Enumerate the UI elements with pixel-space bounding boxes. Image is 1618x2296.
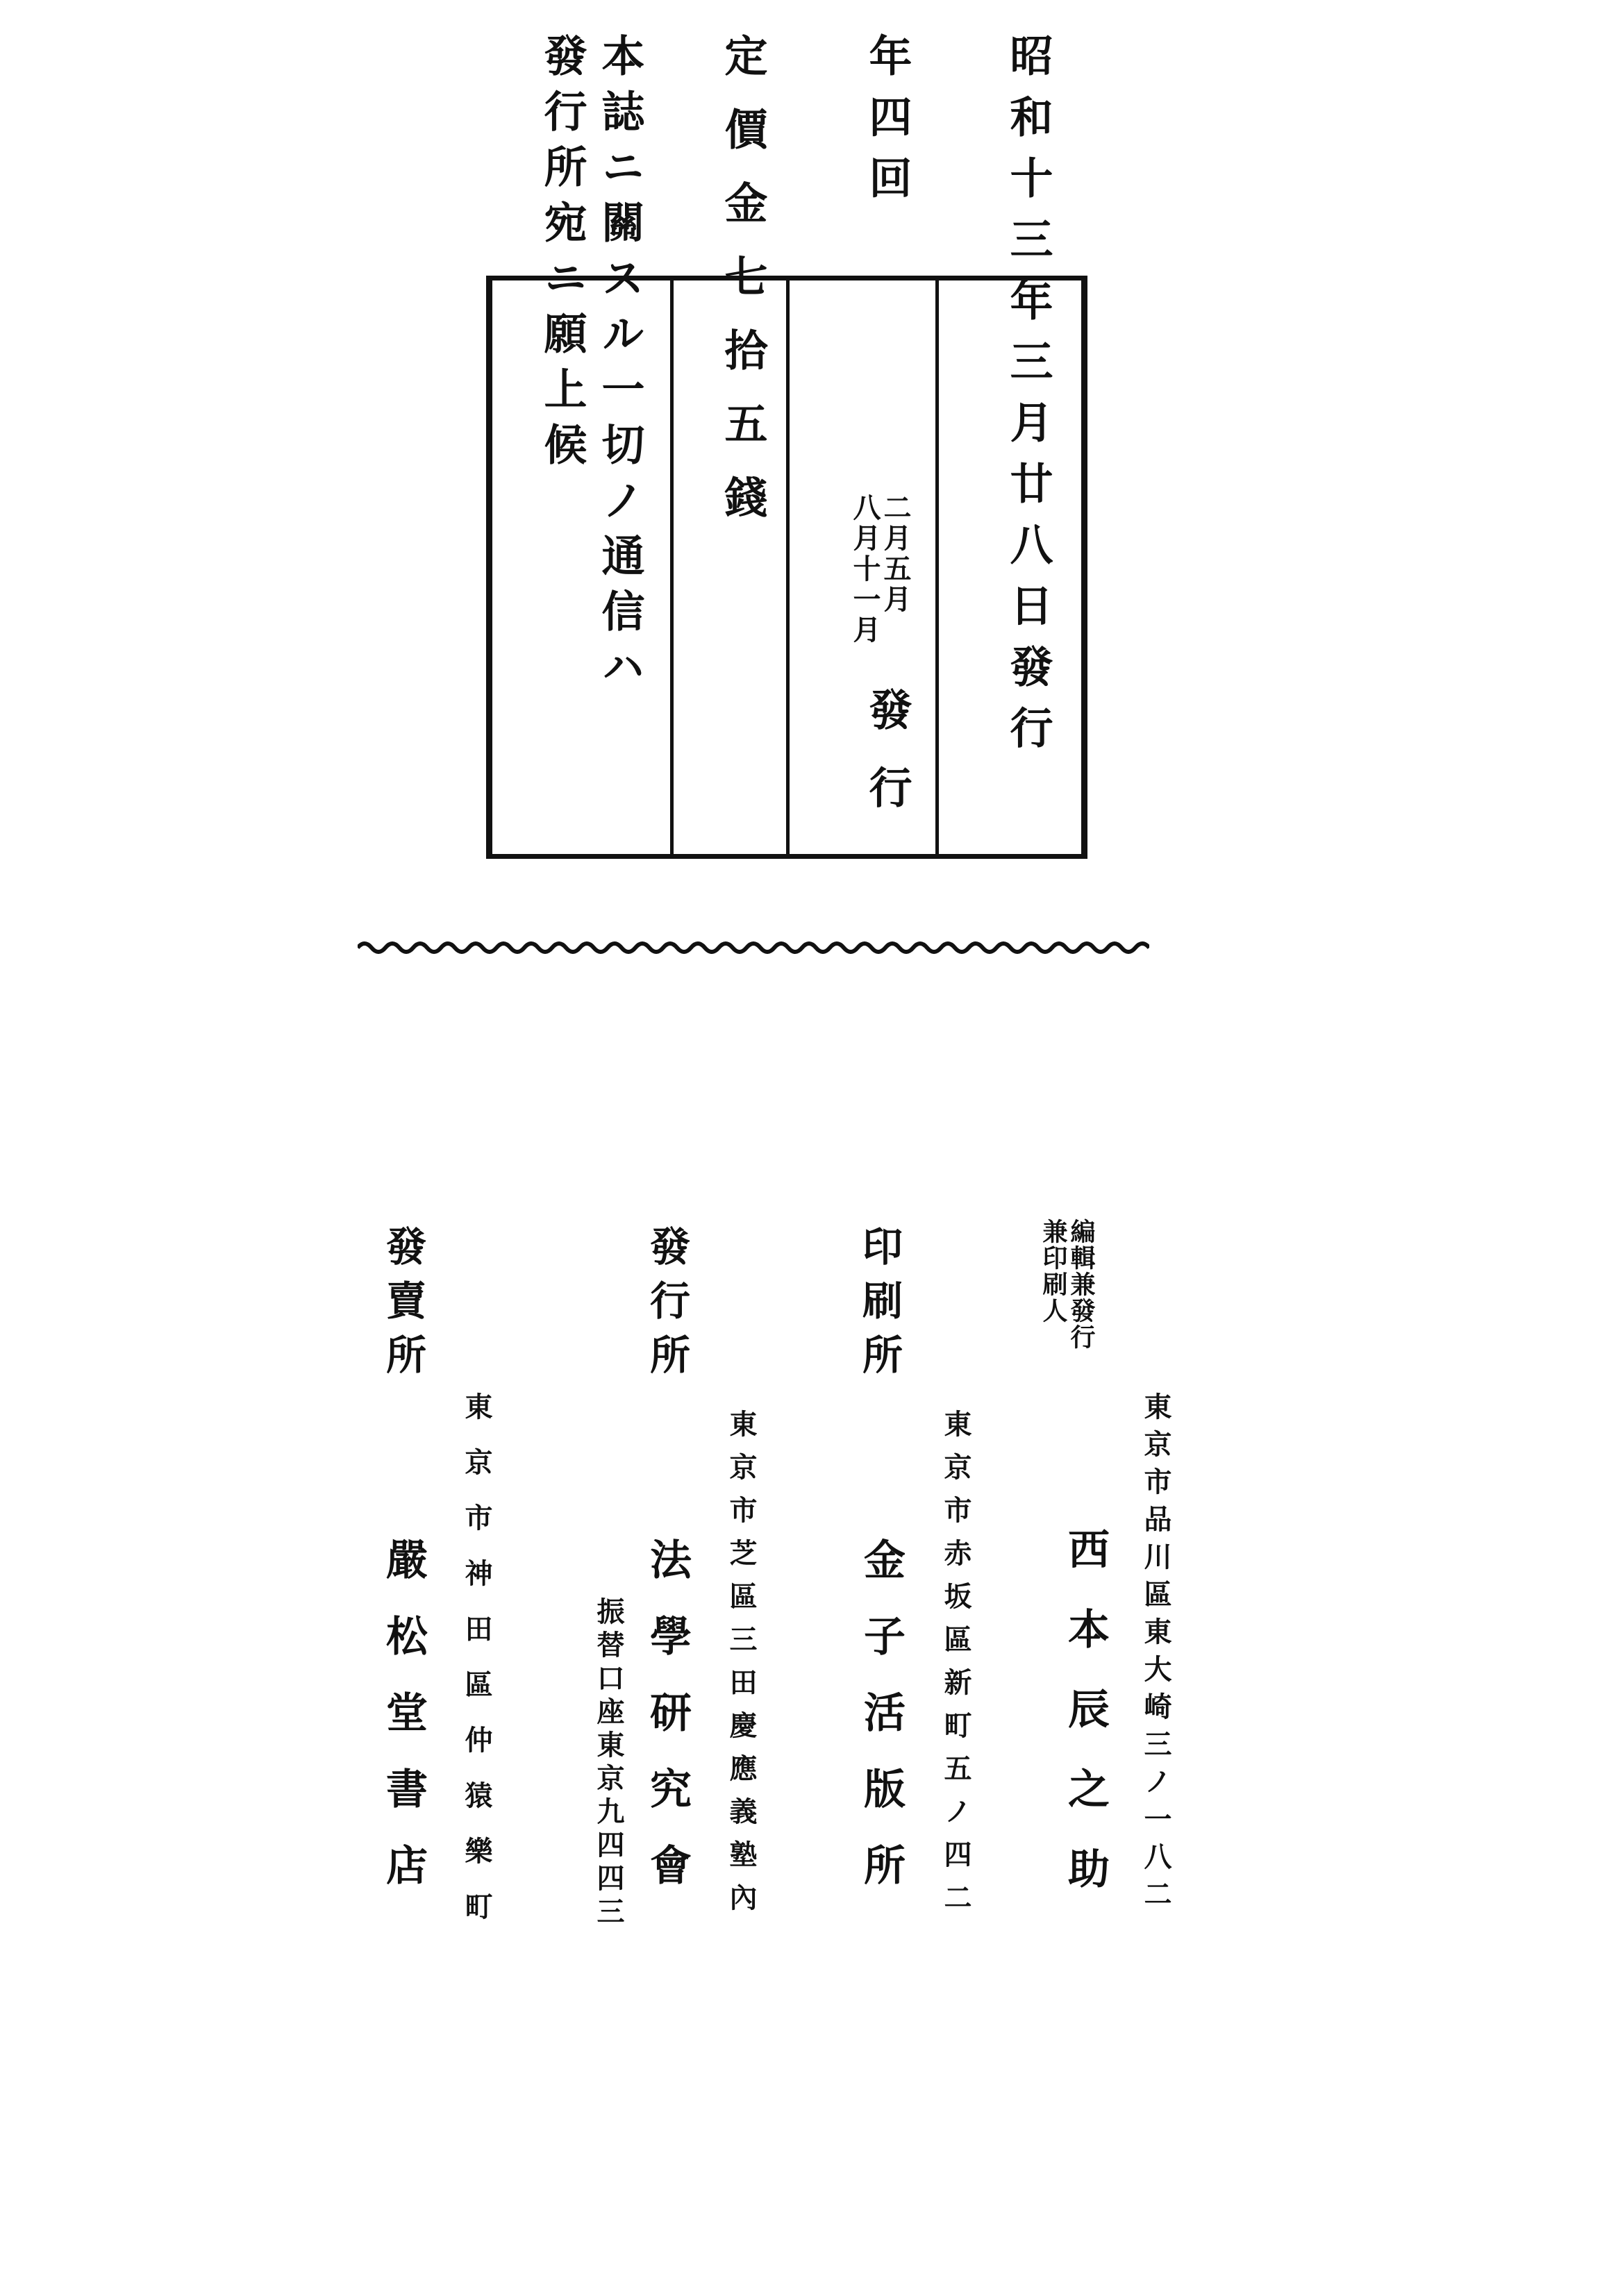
frequency-head: 年四回: [862, 33, 912, 217]
issue-date: 昭和十三年三月廿八日發行: [1003, 33, 1053, 766]
distributor-role: 發賣所: [379, 1225, 426, 1388]
frequency-tail: 發行: [862, 687, 912, 843]
wavy-separator: [358, 937, 1149, 958]
printer-address: 東京市赤坂區新町五ノ四二: [940, 1409, 972, 1926]
frequency-months-line1: 二月五月: [879, 493, 912, 615]
notice-line1: 本誌ニ關スル一切ノ通信ハ: [594, 33, 645, 700]
publisher-address: 東京市芝區三田慶應義塾內: [725, 1409, 758, 1926]
printer-role: 印刷所: [856, 1225, 903, 1388]
column-divider: [935, 280, 939, 854]
column-divider: [786, 280, 790, 854]
printer-name: 金子活版所: [857, 1538, 906, 1920]
column-divider: [670, 280, 674, 854]
distributor-address: 東京市神田區仲猿樂町: [460, 1392, 493, 1947]
publisher-role: 發行所: [643, 1225, 690, 1388]
editor-address: 東京市品川區東大崎三ノ一八二: [1140, 1392, 1172, 1917]
publisher-account: 振替口座東京九四四三: [592, 1597, 625, 1930]
editor-role-line1: 編輯兼發行: [1067, 1218, 1096, 1350]
editor-name: 西本辰之助: [1061, 1527, 1110, 1927]
distributor-name: 嚴松堂書店: [379, 1538, 428, 1920]
frequency-months-line2: 八月十一月: [849, 493, 881, 646]
publisher-name: 法學研究會: [643, 1538, 692, 1920]
editor-role-line2: 兼印刷人: [1039, 1218, 1068, 1324]
notice-line2: 發行所宛ニ願上候: [537, 33, 587, 478]
price: 定價金七拾五錢: [717, 33, 768, 548]
